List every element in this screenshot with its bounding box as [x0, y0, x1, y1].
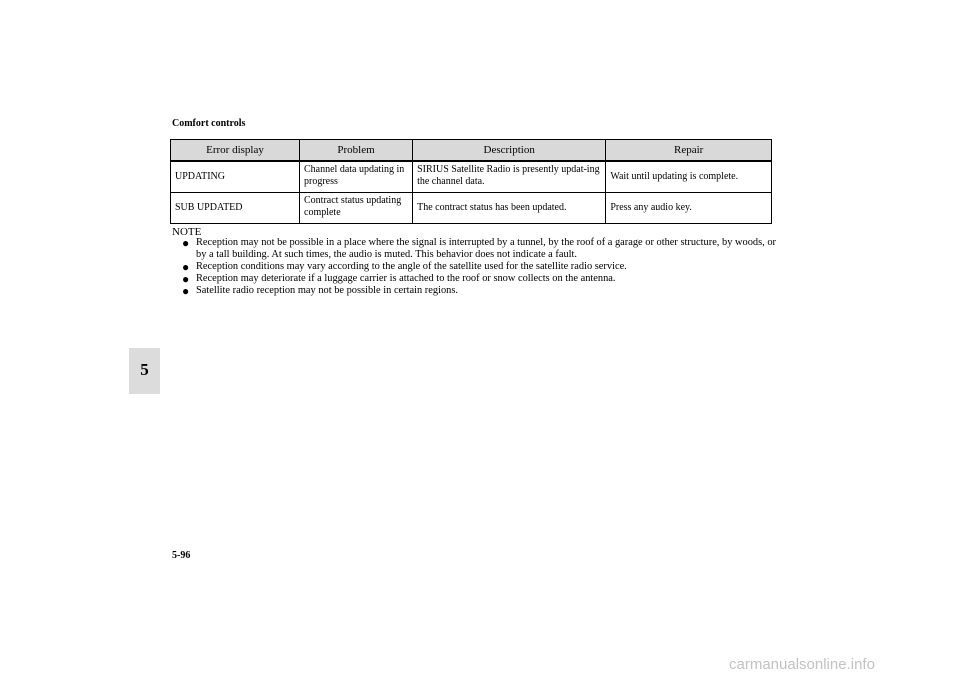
cell-description: The contract status has been updated. — [413, 193, 606, 224]
table-row — [171, 193, 772, 224]
note-item — [182, 237, 782, 261]
cell-repair: Press any audio key. — [606, 193, 772, 224]
bullet-icon: ● — [182, 272, 190, 286]
cell-problem: Contract status updating complete — [300, 193, 413, 224]
column-header-repair: Repair — [606, 140, 772, 162]
note-item-text: Reception may not be possible in a place where the signal is interrupted by a tunnel, by the roof of a garage or other structure, by woods, or by a tall building. At such times, the audio is muted. This behavior does not indicate a fault. — [196, 237, 776, 260]
note-item — [182, 285, 782, 297]
note-heading: NOTE — [172, 226, 202, 238]
cell-repair: Wait until updating is complete. — [606, 161, 772, 193]
bullet-icon: ● — [182, 284, 190, 298]
error-display-table — [170, 139, 772, 224]
chapter-tab — [129, 348, 160, 394]
table-header-row — [171, 140, 772, 162]
cell-error-display: UPDATING — [171, 161, 300, 193]
note-item-text: Satellite radio reception may not be possible in certain regions. — [196, 285, 458, 296]
note-list — [182, 237, 782, 297]
column-header-error-display: Error display — [171, 140, 300, 162]
cell-description: SIRIUS Satellite Radio is presently updat-ing the channel data. — [413, 161, 606, 193]
column-header-description: Description — [413, 140, 606, 162]
watermark-link[interactable]: carmanualsonline.info — [729, 656, 875, 673]
note-item-text: Reception may deteriorate if a luggage carrier is attached to the roof or snow collects on the antenna. — [196, 273, 616, 284]
page-number: 5-96 — [172, 550, 191, 561]
note-item-text: Reception conditions may vary according to the angle of the satellite used for the satellite radio service. — [196, 261, 627, 272]
section-title: Comfort controls — [172, 118, 246, 129]
note-item — [182, 261, 782, 273]
note-item — [182, 273, 782, 285]
bullet-icon: ● — [182, 260, 190, 274]
chapter-number: 5 — [140, 360, 149, 379]
bullet-icon: ● — [182, 236, 190, 250]
cell-problem: Channel data updating in progress — [300, 161, 413, 193]
cell-error-display: SUB UPDATED — [171, 193, 300, 224]
column-header-problem: Problem — [300, 140, 413, 162]
table-row — [171, 161, 772, 193]
